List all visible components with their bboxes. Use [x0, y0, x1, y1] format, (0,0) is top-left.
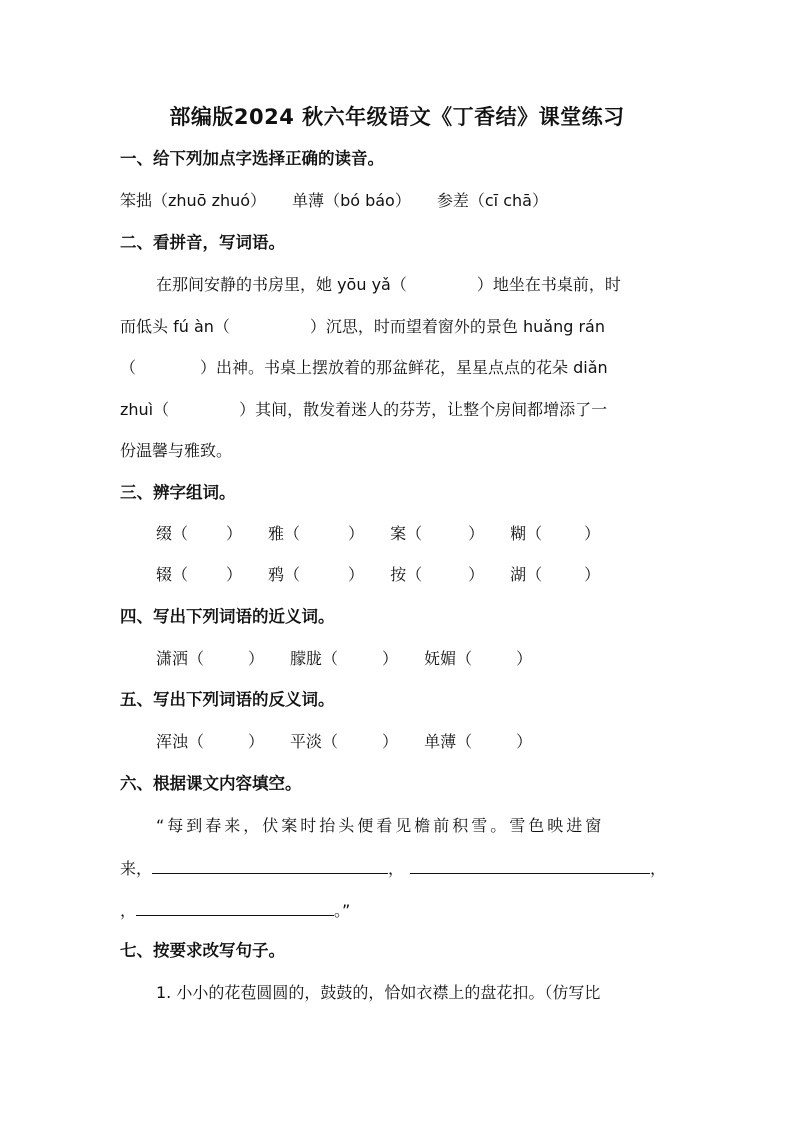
char-pair-row: 缀（ ） 雅（ ） 案（ ） 糊（ ）: [156, 524, 601, 543]
section-6-heading: 六、根据课文内容填空。: [120, 774, 302, 793]
page-title: 部编版2024 秋六年级语文《丁香结》课堂练习: [169, 105, 625, 129]
section-3-heading: 三、辨字组词。: [120, 483, 236, 502]
char-pair-row: 辍（ ） 鸦（ ） 按（ ） 湖（ ）: [156, 565, 601, 584]
pinyin-options: （zhuō zhuó）: [152, 191, 267, 210]
passage-line: 份温馨与雅致。: [120, 441, 233, 460]
passage-line: zhuì（ ）其间，散发着迷人的芬芳，让整个房间都增添了一: [120, 400, 608, 419]
fill-line: ， 。”: [120, 901, 351, 920]
quote-line: “每到春来，伏案时抬头便看见檐前积雪。雪色映进窗: [156, 816, 605, 835]
answer-underline[interactable]: [136, 899, 334, 916]
word-item: 笨拙: [120, 191, 153, 210]
section-4-heading: 四、写出下列词语的近义词。: [120, 607, 335, 626]
fill-line: 来， ， ，: [120, 859, 667, 878]
antonym-row: 浑浊（ ） 平淡（ ） 单薄（ ）: [156, 732, 533, 751]
section-1-heading: 一、给下列加点字选择正确的读音。: [120, 149, 384, 168]
pronunciation-row: [120, 191, 548, 211]
passage-line: （ ）出神。书桌上摆放着的那盆鲜花，星星点点的花朵 diǎn: [120, 358, 608, 377]
section-7-heading: 七、按要求改写句子。: [120, 941, 285, 960]
section-5-heading: 五、写出下列词语的反义词。: [120, 690, 335, 709]
section-2-heading: 二、看拼音，写词语。: [120, 233, 285, 252]
answer-underline[interactable]: [152, 857, 388, 874]
word-item: 参差: [436, 191, 469, 210]
synonym-row: 潇洒（ ） 朦胧（ ） 妩媚（ ）: [156, 649, 533, 668]
pinyin-options: （bó báo）: [324, 191, 411, 210]
answer-underline[interactable]: [410, 857, 650, 874]
passage-line: 在那间安静的书房里，她 yōu yǎ（ ）地坐在书桌前，时: [156, 275, 621, 294]
word-item: 单薄: [292, 191, 325, 210]
passage-line: 而低头 fú àn（ ）沉思，时而望着窗外的景色 huǎng rán: [120, 317, 605, 336]
pinyin-options: （cī chā）: [468, 191, 548, 210]
question-1: 1. 小小的花苞圆圆的，鼓鼓的，恰如衣襟上的盘花扣。（仿写比: [156, 983, 601, 1002]
